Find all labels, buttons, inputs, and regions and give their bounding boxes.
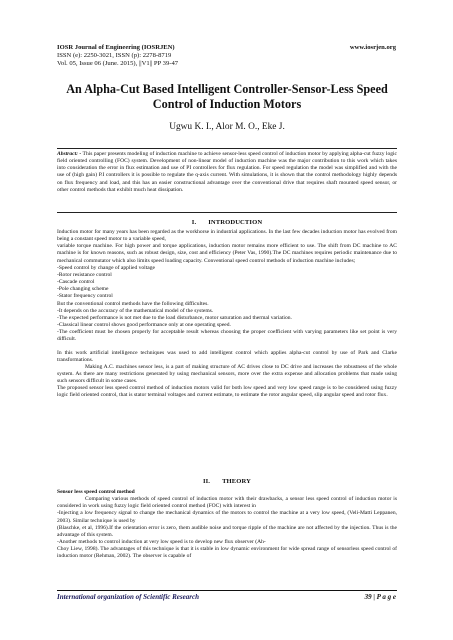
paper-title: An Alpha-Cut Based Intelligent Controller-Sensor-Less Speed Control of Induction Motors — [66, 82, 388, 111]
list-item: -Speed control by change of applied voltage — [57, 264, 155, 271]
list-item: -Another methods to control induction at very low speed is to develop new flux observer (Ah- — [57, 539, 266, 546]
paragraph-line: variable torque machine. For high power and torque applications, induction motor remains more efficient to use. The shift from DC machine to AC machine is for known reasons, such as robust design, size, cost and efficiency (Peter Vas, 1990).The DC machines requires periodic maintenance due to mechanical commutator which also limits speed loading capacity. Conventional speed control methods of induction machine includes; — [57, 243, 397, 264]
abstract-text: This paper presents modeling of induction machine to achieve sensor-less speed control of induction motor by applying alpha-cut fuzzy logic field oriented controlling (FOC) system. Development of non-linear model of induction machine was the major contribution to this work which takes into consideration the error in flux estimation and use of PI controllers for flux regulation. For speed regulation the model was simplified and with the use of (high gain) P.I controllers it is possible to regulate the q-axis current. With simulations, it is shown that the control methodology highly depends on flux frequency and load, and this has an easier constructional advantage over the conventional drive that requires shaft mounted speed sensor, or other control methods that exhibit much heat dissipation. — [57, 151, 397, 193]
page-number: 39 | P a g e — [364, 593, 396, 601]
list-item: -The coefficient must be chosen properly for acceptable result whereas choosing the proper coefficient with varying parameters like set point is very difficult. — [57, 329, 397, 343]
footer-rule — [57, 590, 397, 591]
section-heading-theory — [57, 478, 397, 485]
journal-header — [57, 44, 178, 69]
paragraph: Making A.C. machines sensor less, is a part of making structure of AC drives close to DC drive and increases the robustness of the whole system. As there are many restrictions generated by using mechanical sensors, more over the extra expense and allocation problems that made using such sensors difficult in some cases. — [57, 363, 397, 385]
abstract-top-rule — [57, 148, 397, 149]
section-number: II. — [202, 478, 211, 485]
paragraph-line: Induction motor for many years has been regarded as the workhorse in industrial applications. In the last few decades induction motor has evolved from being a constant speed motor to a variable speed, — [57, 229, 397, 243]
section-title: INTRODUCTION — [208, 219, 263, 226]
list-item: -Classical linear control shows good performance only at one operating speed. — [57, 322, 231, 329]
list-item: -Injecting a low frequency signal to change the mechanical dynamics of the motors to control the machine at a very low speed, (Veli-Matti Leppanen, 2003). Similar technique is used by — [57, 510, 397, 524]
paragraph: Comparing various methods of speed control of induction motor with their drawbacks, a sensor less speed control of induction motor is considered in work using fuzzy logic field oriented control method (FOC) with interest in — [57, 496, 397, 510]
paragraph-line: But the conventional control methods have the following difficultes. — [57, 300, 209, 307]
list-item: -The expected performance is not met due to the load disturbance, motor saturation and thermal variation. — [57, 314, 292, 321]
journal-website: www.iosrjen.org — [349, 44, 396, 51]
paragraph: In this work artificial intelligence techniques was used to add intelligent control which applies alpha-cut control by use of Park and Clarke transformations. — [57, 349, 397, 363]
section-number: I. — [191, 219, 197, 226]
paragraph-line: (Blaschke, et al, 1996).If the orientation error is zero, them audible noise and torque ripple of the machine are not affected by the injection. Thus is the advantage of this system. — [57, 524, 397, 538]
abstract — [57, 151, 397, 194]
journal-volume: Vol. 05, Issue 06 (June. 2015), ||V1|| PP 39-47 — [57, 60, 179, 68]
list-item: -It depends on the accuracy of the mathematical model of the systems. — [57, 307, 214, 314]
list-item: -Cascade control — [57, 279, 95, 286]
abstract-bottom-rule — [57, 212, 397, 213]
list-item: -Stator frequency control — [57, 293, 113, 300]
introduction-body — [57, 229, 397, 400]
subsection-heading: Sensor less speed control method — [57, 489, 135, 495]
paragraph: The proposed sensor less speed control method of induction motors valid for both low speed and very low speed range is to be considered using fuzzy logic field oriented control, that is stator terminal voltages and current estimate, to estimate the rotor angular speed, slip angular speed and rotor flux. — [57, 385, 397, 399]
section-title: THEORY — [222, 478, 252, 485]
paragraph-line: Choy Liew, 1998). The advantages of this technique is that it is stable in low dynamic environment for wide spread range of sensorless speed control of induction motor (Rehman, 2002). The observer is capable of — [57, 546, 397, 560]
journal-name: IOSR Journal of Engineering (IOSRJEN) — [57, 44, 175, 51]
list-item: -Rotor resistance control — [57, 271, 112, 278]
list-item: -Pole changing scheme — [57, 286, 109, 293]
abstract-label: Abstract: - — [57, 151, 82, 157]
journal-issn: ISSN (e): 2250-3021, ISSN (p): 2278-8719 — [57, 52, 172, 60]
theory-body — [57, 489, 397, 561]
section-heading-introduction — [57, 219, 397, 226]
paper-authors: Ugwu K. I., Alor M. O., Eke J. — [169, 122, 285, 132]
footer-organization: International organization of Scientific Research — [57, 593, 199, 601]
